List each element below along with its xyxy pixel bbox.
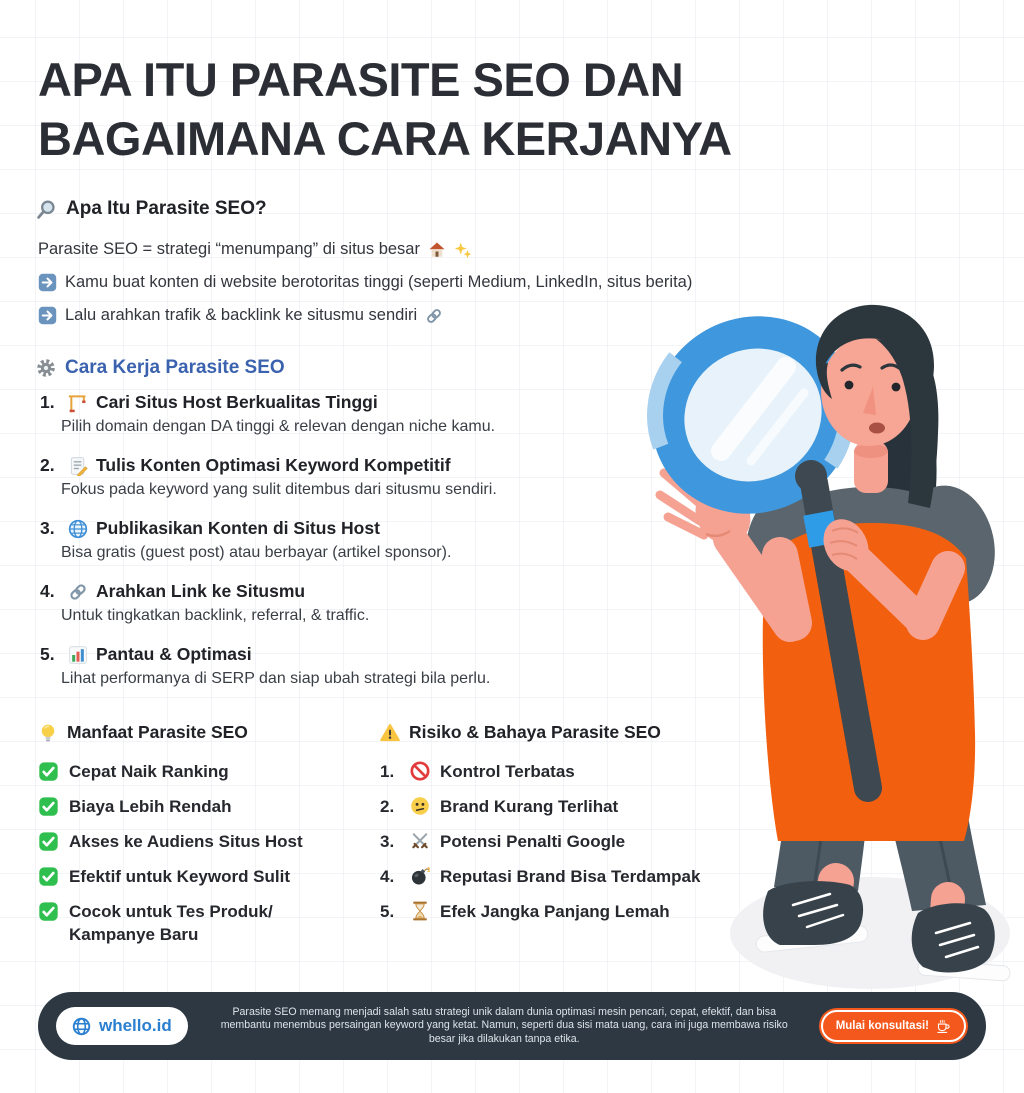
step-item xyxy=(40,581,700,625)
brand-pill[interactable] xyxy=(56,1007,188,1045)
no-entry-icon xyxy=(410,761,430,781)
risk-text: Kontrol Terbatas xyxy=(440,762,575,781)
step-item xyxy=(40,518,700,562)
memo-icon xyxy=(68,456,88,476)
benefits-heading-text: Manfaat Parasite SEO xyxy=(67,722,248,742)
page-title-line1: APA ITU PARASITE SEO DAN xyxy=(38,53,684,106)
step-description: Bisa gratis (guest post) atau berbayar (artikel sponsor). xyxy=(61,544,452,561)
step-description: Fokus pada keyword yang sulit ditembus dari situsmu sendiri. xyxy=(61,481,497,498)
bomb-icon xyxy=(410,866,430,886)
link-icon xyxy=(68,582,88,602)
benefit-item xyxy=(38,900,373,946)
confused-face-icon xyxy=(410,796,430,816)
gear-icon xyxy=(36,358,56,378)
benefit-text: Akses ke Audiens Situs Host xyxy=(69,832,303,851)
risk-item xyxy=(380,900,760,923)
arrow-right-icon xyxy=(38,273,57,292)
step-description: Lihat performanya di SERP dan siap ubah strategi bila perlu. xyxy=(61,670,491,687)
risk-item xyxy=(380,760,760,783)
step-title: Pantau & Optimasi xyxy=(96,644,252,664)
step-title: Arahkan Link ke Situsmu xyxy=(96,581,306,601)
risk-number: 4. xyxy=(380,867,395,886)
benefits-column xyxy=(38,722,373,958)
intro-definition xyxy=(38,240,472,259)
hourglass-icon xyxy=(410,901,430,921)
intro-section-heading xyxy=(36,198,267,220)
bulb-icon xyxy=(38,723,58,743)
benefit-text: Cepat Naik Ranking xyxy=(69,762,229,781)
risk-text: Potensi Penalti Google xyxy=(440,832,626,851)
bar-chart-icon xyxy=(68,645,88,665)
crossed-swords-icon xyxy=(410,831,430,851)
search-icon xyxy=(36,199,57,220)
consult-button[interactable] xyxy=(821,1010,966,1042)
globe-icon xyxy=(68,519,88,539)
step-item xyxy=(40,455,700,499)
benefit-text-line2: Kampanye Baru xyxy=(69,925,199,944)
crane-icon xyxy=(68,393,88,413)
sparkles-icon xyxy=(454,241,472,259)
risk-item xyxy=(380,795,760,818)
footer-note: Parasite SEO memang menjadi salah satu strategi unik dalam dunia optimasi mesin pencari, cepat, efektif, dan bisa membantu menembus persaingan keyword yang ketat. Namun, seperti dua sisi mata uang, cara ini juga membawa risiko besar jika dilakukan tanpa etika. xyxy=(220,1005,788,1045)
risk-text: Efek Jangka Panjang Lemah xyxy=(440,902,670,921)
risk-text: Reputasi Brand Bisa Terdampak xyxy=(440,867,701,886)
risks-heading-text: Risiko & Bahaya Parasite SEO xyxy=(409,722,661,742)
house-icon xyxy=(428,241,446,259)
step-number: 4. xyxy=(40,581,55,601)
globe-icon xyxy=(72,1017,91,1036)
check-icon xyxy=(38,901,59,922)
warning-icon xyxy=(380,723,400,743)
step-number: 3. xyxy=(40,518,55,538)
step-title: Tulis Konten Optimasi Keyword Kompetitif xyxy=(96,455,451,475)
arrow-right-icon xyxy=(38,306,57,325)
benefit-text: Biaya Lebih Rendah xyxy=(69,797,232,816)
step-item xyxy=(40,644,700,688)
check-icon xyxy=(38,761,59,782)
benefit-item xyxy=(38,865,373,888)
check-icon xyxy=(38,796,59,817)
coffee-icon xyxy=(936,1019,951,1034)
intro-point xyxy=(38,306,443,325)
check-icon xyxy=(38,866,59,887)
risks-column xyxy=(380,722,760,935)
page-title-line2: BAGAIMANA CARA KERJANYA xyxy=(38,112,732,165)
step-description: Untuk tingkatkan backlink, referral, & traffic. xyxy=(61,607,370,624)
intro-point-text: Lalu arahkan trafik & backlink ke situsmu sendiri xyxy=(65,306,418,324)
steps-section-heading xyxy=(36,357,285,379)
risk-item xyxy=(380,865,760,888)
step-number: 2. xyxy=(40,455,55,475)
benefit-item xyxy=(38,795,373,818)
brand-name: whello.id xyxy=(99,1016,172,1035)
steps-heading-text: Cara Kerja Parasite SEO xyxy=(65,357,285,378)
risk-text: Brand Kurang Terlihat xyxy=(440,797,619,816)
benefit-item xyxy=(38,830,373,853)
risk-number: 2. xyxy=(380,797,395,816)
risk-number: 3. xyxy=(380,832,395,851)
step-title: Cari Situs Host Berkualitas Tinggi xyxy=(96,392,378,412)
intro-point-text: Kamu buat konten di website berotoritas tinggi (seperti Medium, LinkedIn, situs berita) xyxy=(65,273,693,291)
benefit-item xyxy=(38,760,373,783)
risk-number: 1. xyxy=(380,762,395,781)
step-title: Publikasikan Konten di Situs Host xyxy=(96,518,380,538)
link-icon xyxy=(425,307,443,325)
check-icon xyxy=(38,831,59,852)
intro-heading-text: Apa Itu Parasite SEO? xyxy=(66,198,267,219)
step-item xyxy=(40,392,700,436)
intro-point xyxy=(38,273,692,292)
step-number: 5. xyxy=(40,644,55,664)
page-title xyxy=(38,50,732,168)
consult-button-label: Mulai konsultasi! xyxy=(835,1020,929,1032)
risk-number: 5. xyxy=(380,902,395,921)
intro-definition-text: Parasite SEO = strategi “menumpang” di situs besar xyxy=(38,240,420,258)
step-number: 1. xyxy=(40,392,55,412)
benefit-text: Efektif untuk Keyword Sulit xyxy=(69,867,291,886)
risk-item xyxy=(380,830,760,853)
benefit-text: Cocok untuk Tes Produk/ xyxy=(69,902,273,921)
footer-bar xyxy=(38,992,986,1060)
step-description: Pilih domain dengan DA tinggi & relevan dengan niche kamu. xyxy=(61,418,496,435)
